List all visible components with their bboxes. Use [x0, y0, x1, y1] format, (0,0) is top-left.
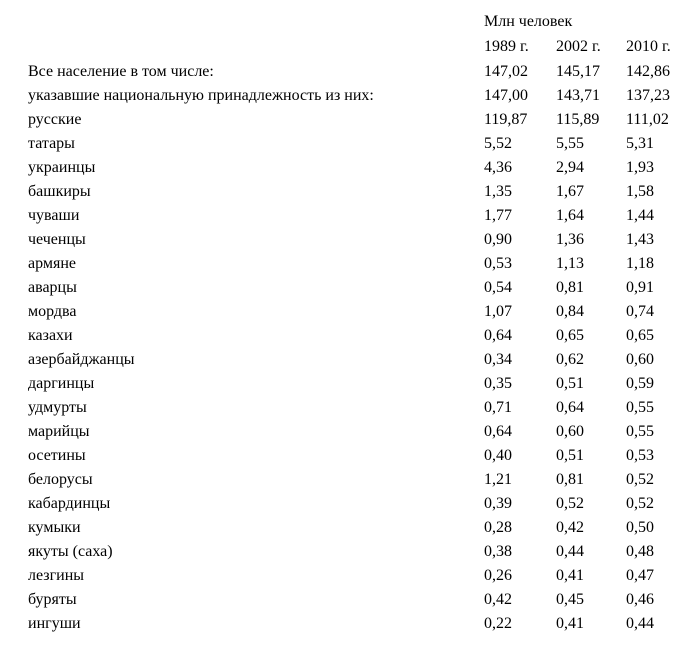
- row-label: чуваши: [28, 207, 80, 224]
- table-row: [0, 254, 694, 278]
- table-row: [0, 470, 694, 494]
- value-1989: 0,35: [484, 375, 512, 392]
- value-1989: 5,52: [484, 135, 512, 152]
- value-1989: 1,35: [484, 183, 512, 200]
- table-row: [0, 518, 694, 542]
- row-label: башкиры: [28, 183, 91, 200]
- row-label: казахи: [28, 327, 73, 344]
- population-table-body: [0, 62, 694, 638]
- row-label: армяне: [28, 255, 77, 272]
- value-1989: 1,07: [484, 303, 512, 320]
- value-2002: 0,81: [556, 471, 584, 488]
- value-1989: 0,71: [484, 399, 512, 416]
- value-2002: 1,67: [556, 183, 584, 200]
- value-2010: 0,74: [626, 303, 654, 320]
- row-label: мордва: [28, 303, 77, 320]
- value-2010: 0,46: [626, 591, 654, 608]
- table-row: [0, 206, 694, 230]
- row-label: Все население в том числе:: [28, 63, 214, 80]
- value-1989: 147,00: [484, 87, 528, 104]
- row-label: даргинцы: [28, 375, 95, 392]
- table-row: [0, 86, 694, 110]
- value-2010: 0,55: [626, 423, 654, 440]
- value-2010: 0,55: [626, 399, 654, 416]
- value-2002: 0,51: [556, 375, 584, 392]
- value-2010: 0,44: [626, 615, 654, 632]
- value-2010: 0,47: [626, 567, 654, 584]
- table-row: [0, 62, 694, 86]
- column-header-2002: 2002 г.: [556, 38, 601, 55]
- column-header-row: [0, 37, 694, 57]
- table-row: [0, 182, 694, 206]
- value-2002: 0,42: [556, 519, 584, 536]
- value-2002: 0,60: [556, 423, 584, 440]
- row-label: марийцы: [28, 423, 90, 440]
- value-2010: 0,52: [626, 471, 654, 488]
- value-1989: 0,53: [484, 255, 512, 272]
- unit-label: Млн человек: [484, 13, 573, 30]
- value-2002: 0,64: [556, 399, 584, 416]
- row-label: лезгины: [28, 567, 85, 584]
- value-1989: 147,02: [484, 63, 528, 80]
- value-2010: 137,23: [626, 87, 670, 104]
- table-row: [0, 110, 694, 134]
- row-label: удмурты: [28, 399, 87, 416]
- value-1989: 0,28: [484, 519, 512, 536]
- value-2002: 0,65: [556, 327, 584, 344]
- row-label: ингуши: [28, 615, 81, 632]
- value-1989: 0,40: [484, 447, 512, 464]
- table-row: [0, 422, 694, 446]
- value-2010: 0,60: [626, 351, 654, 368]
- row-label: русские: [28, 111, 82, 128]
- value-1989: 0,42: [484, 591, 512, 608]
- value-2002: 5,55: [556, 135, 584, 152]
- value-1989: 0,54: [484, 279, 512, 296]
- value-2010: 1,93: [626, 159, 654, 176]
- table-row: [0, 134, 694, 158]
- table-row: [0, 398, 694, 422]
- value-2010: 0,65: [626, 327, 654, 344]
- value-2010: 1,44: [626, 207, 654, 224]
- column-header-2010: 2010 г.: [626, 38, 671, 55]
- table-row: [0, 374, 694, 398]
- table-row: [0, 446, 694, 470]
- table-row: [0, 566, 694, 590]
- value-2002: 143,71: [556, 87, 600, 104]
- value-1989: 0,64: [484, 327, 512, 344]
- table-row: [0, 230, 694, 254]
- table-row: [0, 278, 694, 302]
- value-2002: 0,44: [556, 543, 584, 560]
- table-row: [0, 350, 694, 374]
- table-row: [0, 326, 694, 350]
- value-2010: 142,86: [626, 63, 670, 80]
- value-1989: 0,90: [484, 231, 512, 248]
- value-1989: 0,64: [484, 423, 512, 440]
- column-header-1989: 1989 г.: [484, 38, 529, 55]
- value-2010: 0,53: [626, 447, 654, 464]
- value-2002: 0,41: [556, 615, 584, 632]
- row-label: кабардинцы: [28, 495, 111, 512]
- value-2010: 1,18: [626, 255, 654, 272]
- row-label: аварцы: [28, 279, 77, 296]
- value-2010: 5,31: [626, 135, 654, 152]
- row-label: кумыки: [28, 519, 81, 536]
- value-2002: 145,17: [556, 63, 600, 80]
- value-2002: 0,51: [556, 447, 584, 464]
- value-1989: 0,34: [484, 351, 512, 368]
- value-2002: 2,94: [556, 159, 584, 176]
- row-label: якуты (саха): [28, 543, 113, 560]
- value-2010: 1,43: [626, 231, 654, 248]
- value-2002: 0,84: [556, 303, 584, 320]
- value-1989: 119,87: [484, 111, 528, 128]
- value-2010: 111,02: [626, 111, 669, 128]
- value-2010: 1,58: [626, 183, 654, 200]
- row-label: белорусы: [28, 471, 93, 488]
- value-1989: 0,38: [484, 543, 512, 560]
- value-2002: 0,41: [556, 567, 584, 584]
- row-label: указавшие национальную принадлежность из них:: [28, 87, 374, 104]
- row-label: чеченцы: [28, 231, 86, 248]
- table-row: [0, 158, 694, 182]
- value-2002: 1,64: [556, 207, 584, 224]
- value-2002: 0,81: [556, 279, 584, 296]
- table-row: [0, 590, 694, 614]
- value-2002: 0,52: [556, 495, 584, 512]
- table-row: [0, 614, 694, 638]
- value-1989: 1,77: [484, 207, 512, 224]
- value-2010: 0,48: [626, 543, 654, 560]
- value-1989: 0,39: [484, 495, 512, 512]
- value-2010: 0,91: [626, 279, 654, 296]
- value-2002: 1,13: [556, 255, 584, 272]
- row-label: татары: [28, 135, 75, 152]
- value-2010: 0,52: [626, 495, 654, 512]
- value-2002: 0,45: [556, 591, 584, 608]
- value-1989: 1,21: [484, 471, 512, 488]
- value-2002: 0,62: [556, 351, 584, 368]
- row-label: буряты: [28, 591, 77, 608]
- value-1989: 0,22: [484, 615, 512, 632]
- value-2002: 115,89: [556, 111, 600, 128]
- value-1989: 4,36: [484, 159, 512, 176]
- table-row: [0, 494, 694, 518]
- value-2010: 0,59: [626, 375, 654, 392]
- row-label: азербайджанцы: [28, 351, 135, 368]
- table-row: [0, 302, 694, 326]
- value-1989: 0,26: [484, 567, 512, 584]
- row-label: осетины: [28, 447, 86, 464]
- row-label: украинцы: [28, 159, 96, 176]
- value-2002: 1,36: [556, 231, 584, 248]
- table-row: [0, 542, 694, 566]
- value-2010: 0,50: [626, 519, 654, 536]
